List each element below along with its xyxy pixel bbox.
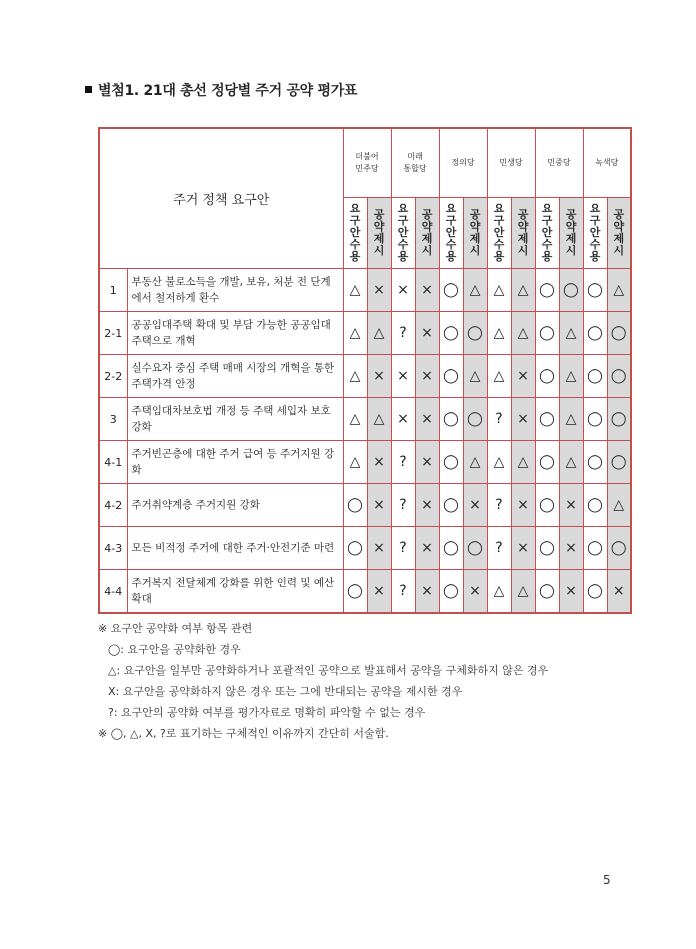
evaluation-mark: ◯	[439, 355, 463, 398]
table-row	[99, 527, 631, 570]
row-number: 1	[99, 269, 127, 312]
evaluation-mark: ?	[487, 484, 511, 527]
evaluation-mark: ◯	[439, 398, 463, 441]
evaluation-mark: ◯	[439, 312, 463, 355]
evaluation-mark: ◯	[439, 570, 463, 614]
party-header: 미래 통합당	[391, 128, 439, 198]
notes-heading: ※ 요구안 공약화 여부 항목 관련	[98, 622, 253, 635]
evaluation-mark: △	[343, 355, 367, 398]
requirement-header: 주거 정책 요구안	[99, 128, 343, 269]
evaluation-mark: ◯	[535, 355, 559, 398]
page-number: 5	[603, 873, 611, 887]
subheader-accept: 요구안수용	[391, 198, 415, 269]
requirement-text: 주거빈곤층에 대한 주거 급여 등 주거지원 강화	[127, 441, 343, 484]
evaluation-mark: ×	[391, 398, 415, 441]
evaluation-mark: ◯	[607, 441, 631, 484]
evaluation-mark: ◯	[535, 269, 559, 312]
evaluation-mark: ◯	[607, 355, 631, 398]
evaluation-mark: ×	[559, 570, 583, 614]
evaluation-mark: ◯	[535, 312, 559, 355]
evaluation-mark: △	[559, 398, 583, 441]
requirement-text: 주택임대차보호법 개정 등 주택 세입자 보호 강화	[127, 398, 343, 441]
evaluation-mark: ×	[367, 355, 391, 398]
evaluation-mark: ×	[511, 527, 535, 570]
row-number: 4-4	[99, 570, 127, 614]
table-row	[99, 398, 631, 441]
evaluation-mark: △	[511, 441, 535, 484]
evaluation-mark: ×	[511, 398, 535, 441]
legend-cross: X: 요구안을 공약화하지 않은 경우 또는 그에 반대되는 공약을 제시한 경우	[108, 685, 463, 698]
evaluation-mark: ◯	[463, 398, 487, 441]
evaluation-mark: ◯	[583, 269, 607, 312]
evaluation-mark: ×	[367, 570, 391, 614]
evaluation-mark: ?	[391, 570, 415, 614]
evaluation-mark: ◯	[439, 441, 463, 484]
evaluation-mark: △	[559, 312, 583, 355]
row-number: 4-2	[99, 484, 127, 527]
evaluation-mark: ◯	[535, 484, 559, 527]
legend-triangle: △: 요구안을 일부만 공약화하거나 포괄적인 공약으로 발표해서 공약을 구체화하지 않은 경우	[108, 664, 549, 677]
evaluation-mark: ×	[415, 269, 439, 312]
evaluation-mark: △	[463, 355, 487, 398]
row-number: 4-1	[99, 441, 127, 484]
subheader-pledge: 공약제시	[511, 198, 535, 269]
subheader-pledge: 공약제시	[367, 198, 391, 269]
evaluation-mark: ◯	[583, 355, 607, 398]
requirement-text: 주거취약계층 주거지원 강화	[127, 484, 343, 527]
evaluation-mark: △	[487, 441, 511, 484]
legend-notes	[98, 618, 548, 744]
evaluation-mark: ◯	[583, 570, 607, 614]
evaluation-mark: ◯	[583, 398, 607, 441]
notes-footer: ※ ◯, △, X, ?로 표기하는 구체적인 이유까지 간단히 서술함.	[98, 727, 389, 740]
evaluation-mark: △	[367, 312, 391, 355]
party-header: 민중당	[535, 128, 583, 198]
table-row	[99, 269, 631, 312]
evaluation-mark: △	[463, 441, 487, 484]
evaluation-mark: ×	[367, 441, 391, 484]
evaluation-mark: ◯	[343, 527, 367, 570]
evaluation-mark: △	[367, 398, 391, 441]
evaluation-mark: ◯	[583, 527, 607, 570]
evaluation-mark: ◯	[607, 527, 631, 570]
table-row	[99, 441, 631, 484]
evaluation-table	[98, 127, 632, 614]
evaluation-mark: ◯	[583, 484, 607, 527]
subheader-accept: 요구안수용	[487, 198, 511, 269]
page-title	[85, 80, 357, 100]
evaluation-mark: △	[487, 269, 511, 312]
evaluation-mark: △	[511, 570, 535, 614]
evaluation-mark: △	[487, 355, 511, 398]
evaluation-mark: ?	[487, 527, 511, 570]
evaluation-mark: ◯	[343, 570, 367, 614]
requirement-text: 모든 비적정 주거에 대한 주거·안전기준 마련	[127, 527, 343, 570]
evaluation-mark: ?	[391, 527, 415, 570]
evaluation-mark: ◯	[535, 527, 559, 570]
subheader-pledge: 공약제시	[415, 198, 439, 269]
evaluation-mark: ×	[559, 527, 583, 570]
evaluation-mark: ◯	[535, 441, 559, 484]
evaluation-mark: ×	[415, 484, 439, 527]
evaluation-mark: ◯	[463, 312, 487, 355]
party-header: 민생당	[487, 128, 535, 198]
evaluation-mark: ×	[463, 570, 487, 614]
subheader-accept: 요구안수용	[439, 198, 463, 269]
evaluation-mark: ◯	[559, 269, 583, 312]
legend-question: ?: 요구안의 공약화 여부를 평가자료로 명확히 파악할 수 없는 경우	[108, 706, 426, 719]
evaluation-mark: ◯	[439, 527, 463, 570]
evaluation-mark: ×	[511, 484, 535, 527]
subheader-pledge: 공약제시	[559, 198, 583, 269]
evaluation-mark: ?	[391, 441, 415, 484]
evaluation-mark: ×	[607, 570, 631, 614]
table-row	[99, 484, 631, 527]
legend-circle: ◯: 요구안을 공약화한 경우	[108, 643, 241, 656]
evaluation-mark: ×	[415, 398, 439, 441]
evaluation-mark: △	[487, 570, 511, 614]
requirement-text: 부동산 불로소득을 개발, 보유, 처분 전 단계에서 철저하게 환수	[127, 269, 343, 312]
evaluation-mark: ◯	[583, 312, 607, 355]
evaluation-mark: ◯	[439, 269, 463, 312]
evaluation-mark: ?	[391, 312, 415, 355]
evaluation-mark: △	[559, 441, 583, 484]
party-header: 더불어 민주당	[343, 128, 391, 198]
table-row	[99, 312, 631, 355]
page-title-text: 별첨1. 21대 총선 정당별 주거 공약 평가표	[98, 83, 358, 99]
evaluation-mark: △	[343, 269, 367, 312]
evaluation-mark: ◯	[343, 484, 367, 527]
evaluation-mark: ◯	[607, 312, 631, 355]
evaluation-mark: ◯	[535, 398, 559, 441]
bullet-square-icon	[85, 86, 92, 93]
subheader-accept: 요구안수용	[343, 198, 367, 269]
evaluation-mark: ◯	[607, 398, 631, 441]
subheader-accept: 요구안수용	[583, 198, 607, 269]
evaluation-mark: ×	[391, 355, 415, 398]
evaluation-mark: ◯	[439, 484, 463, 527]
evaluation-mark: △	[463, 269, 487, 312]
evaluation-mark: ?	[487, 398, 511, 441]
evaluation-mark: △	[607, 484, 631, 527]
evaluation-mark: ×	[511, 355, 535, 398]
table-row	[99, 570, 631, 614]
subheader-accept: 요구안수용	[535, 198, 559, 269]
evaluation-mark: ◯	[463, 527, 487, 570]
row-number: 4-3	[99, 527, 127, 570]
evaluation-mark: ×	[367, 484, 391, 527]
row-number: 3	[99, 398, 127, 441]
requirement-text: 주거복지 전달체계 강화를 위한 인력 및 예산 확대	[127, 570, 343, 614]
table-row	[99, 355, 631, 398]
evaluation-mark: △	[343, 398, 367, 441]
evaluation-mark: ◯	[535, 570, 559, 614]
evaluation-mark: ×	[463, 484, 487, 527]
evaluation-mark: ×	[415, 355, 439, 398]
subheader-pledge: 공약제시	[463, 198, 487, 269]
requirement-text: 실수요자 중심 주택 매매 시장의 개혁을 통한 주택가격 안정	[127, 355, 343, 398]
evaluation-mark: ◯	[583, 441, 607, 484]
requirement-text: 공공임대주택 확대 및 부담 가능한 공공임대주택으로 개혁	[127, 312, 343, 355]
subheader-pledge: 공약제시	[607, 198, 631, 269]
evaluation-mark: △	[343, 441, 367, 484]
evaluation-mark: △	[343, 312, 367, 355]
evaluation-mark: △	[511, 269, 535, 312]
evaluation-mark: ?	[391, 484, 415, 527]
evaluation-mark: △	[607, 269, 631, 312]
row-number: 2-1	[99, 312, 127, 355]
evaluation-mark: ×	[559, 484, 583, 527]
evaluation-mark: ×	[367, 269, 391, 312]
row-number: 2-2	[99, 355, 127, 398]
evaluation-mark: △	[511, 312, 535, 355]
evaluation-mark: ×	[391, 269, 415, 312]
evaluation-mark: ×	[415, 570, 439, 614]
evaluation-mark: △	[487, 312, 511, 355]
evaluation-mark: ×	[367, 527, 391, 570]
evaluation-mark: ×	[415, 312, 439, 355]
evaluation-mark: ×	[415, 527, 439, 570]
party-header: 정의당	[439, 128, 487, 198]
evaluation-mark: △	[559, 355, 583, 398]
party-header: 녹색당	[583, 128, 631, 198]
evaluation-mark: ×	[415, 441, 439, 484]
